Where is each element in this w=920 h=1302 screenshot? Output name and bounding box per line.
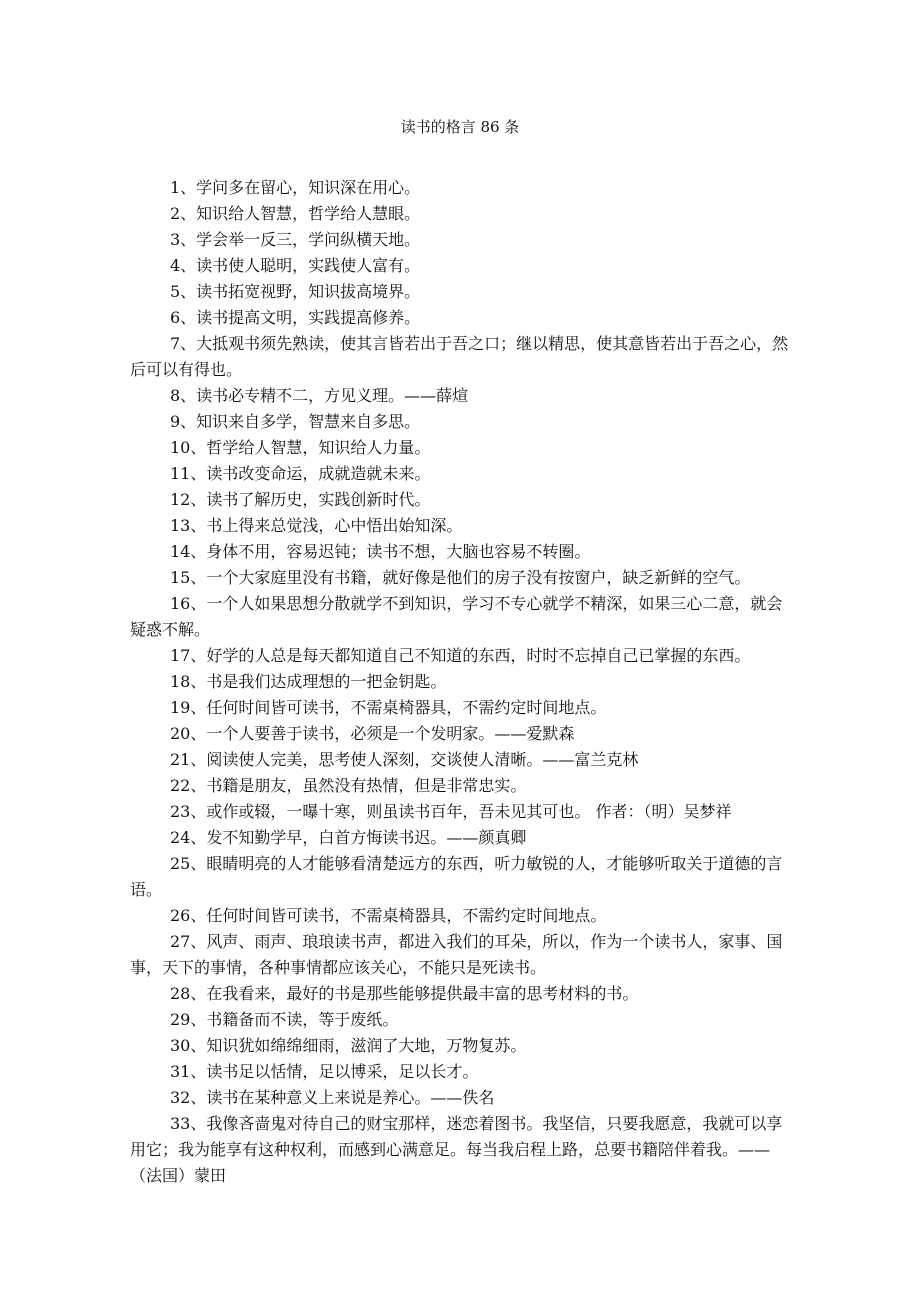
quote-item: 26、任何时间皆可读书，不需桌椅器具，不需约定时间地点。 xyxy=(170,906,607,925)
quote-item: 17、好学的人总是每天都知道自己不知道的东西，时时不忘掉自己已掌握的东西。 xyxy=(170,646,751,665)
quote-item: 30、知识犹如绵绵细雨，滋润了大地，万物复苏。 xyxy=(170,1036,527,1055)
quote-item: 4、读书使人聪明，实践使人富有。 xyxy=(170,256,421,275)
quote-item: 31、读书足以恬情，足以博采，足以长才。 xyxy=(170,1062,479,1081)
quote-item: 2、知识给人智慧，哲学给人慧眼。 xyxy=(170,204,421,223)
quote-item: 12、读书了解历史，实践创新时代。 xyxy=(170,490,431,509)
document-title: 读书的格言 86 条 xyxy=(400,118,520,136)
quote-item: 15、一个大家庭里没有书籍，就好像是他们的房子没有按窗户，缺乏新鲜的空气。 xyxy=(170,568,751,587)
quote-item: 27、风声、雨声、琅琅读书声，都进入我们的耳朵，所以，作为一个读书人，家事、国事，天下的事情，各种事情都应该关心，不能只是死读书。 xyxy=(130,932,783,977)
quote-item: 24、发不知勤学早，白首方悔读书迟。——颜真卿 xyxy=(170,828,527,847)
quote-item: 11、读书改变命运，成就造就未来。 xyxy=(170,464,431,483)
quote-item: 25、眼睛明亮的人才能够看清楚远方的东西，听力敏锐的人，才能够听取关于道德的言语。 xyxy=(130,854,783,899)
quote-item: 19、任何时间皆可读书，不需桌椅器具，不需约定时间地点。 xyxy=(170,698,607,717)
quote-item: 10、哲学给人智慧，知识给人力量。 xyxy=(170,438,431,457)
quote-item: 18、书是我们达成理想的一把金钥匙。 xyxy=(170,672,447,691)
quote-item: 3、学会举一反三，学问纵横天地。 xyxy=(170,230,421,249)
quote-item: 13、书上得来总觉浅，心中悟出始知深。 xyxy=(170,516,463,535)
quote-item: 21、阅读使人完美，思考使人深刻，交谈使人清晰。——富兰克林 xyxy=(170,750,639,769)
quote-item: 9、知识来自多学，智慧来自多思。 xyxy=(170,412,421,431)
quote-item: 5、读书拓宽视野，知识拔高境界。 xyxy=(170,282,421,301)
quote-item: 6、读书提高文明，实践提高修养。 xyxy=(170,308,421,327)
quote-item: 29、书籍备而不读，等于废纸。 xyxy=(170,1010,399,1029)
quote-item: 7、大抵观书须先熟读，使其言皆若出于吾之口；继以精思，使其意皆若出于吾之心，然后可以有得也。 xyxy=(130,334,789,379)
quote-item: 20、一个人要善于读书，必须是一个发明家。——爱默森 xyxy=(170,724,575,743)
quote-item: 1、学问多在留心，知识深在用心。 xyxy=(170,178,421,197)
quote-item: 32、读书在某种意义上来说是养心。——佚名 xyxy=(170,1088,495,1107)
quote-item: 23、或作或辍，一曝十寒，则虽读书百年，吾未见其可也。 作者：（明）吴梦祥 xyxy=(170,802,732,821)
quote-item: 8、读书必专精不二，方见义理。——薛煊 xyxy=(170,386,469,405)
quote-item: 14、身体不用，容易迟钝；读书不想，大脑也容易不转圈。 xyxy=(170,542,591,561)
quote-item: 22、书籍是朋友，虽然没有热情，但是非常忠实。 xyxy=(170,776,527,795)
quote-list xyxy=(130,175,792,1189)
quote-item: 28、在我看来，最好的书是那些能够提供最丰富的思考材料的书。 xyxy=(170,984,639,1003)
quote-item: 16、一个人如果思想分散就学不到知识，学习不专心就学不精深，如果三心二意，就会疑惑不解。 xyxy=(130,594,783,639)
quote-item: 33、我像吝啬鬼对待自己的财宝那样，迷恋着图书。我坚信，只要我愿意，我就可以享用它；我为能享有这种权利，而感到心满意足。每当我启程上路，总要书籍陪伴着我。——（法国）蒙田 xyxy=(130,1114,783,1185)
